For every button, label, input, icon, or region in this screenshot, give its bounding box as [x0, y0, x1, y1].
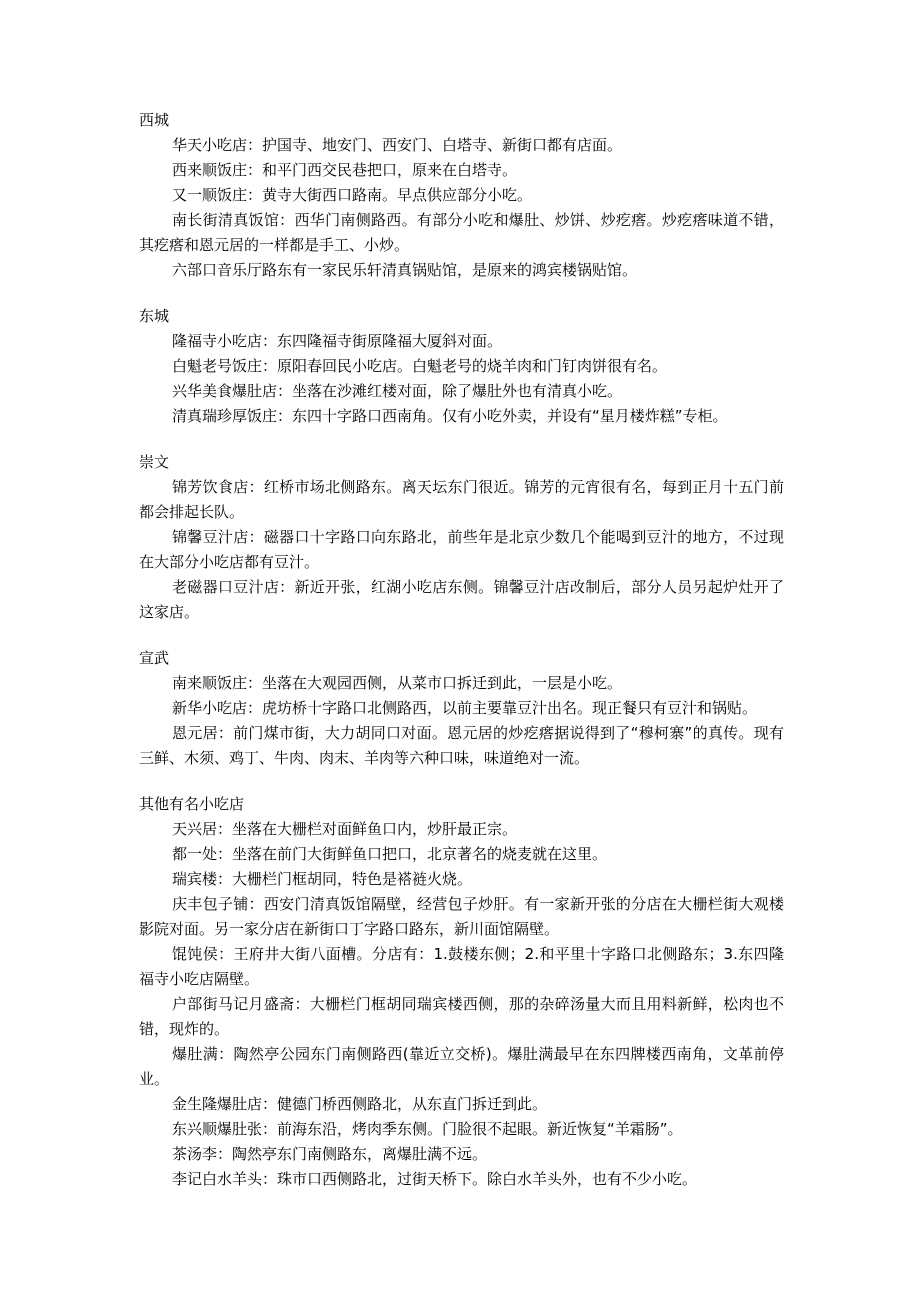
section-heading: 宣武	[139, 649, 170, 667]
restaurant-entry: 南长街清真饭馆：西华门南侧路西。有部分小吃和爆肚、炒饼、炒疙瘩。炒疙瘩味道不错，其疙瘩和恩元居的一样都是手工、小炒。	[139, 211, 784, 254]
restaurant-entry: 李记白水羊头：珠市口西侧路北，过街天桥下。除白水羊头外，也有不少小吃。	[172, 1170, 698, 1188]
section-chongwen	[139, 450, 784, 625]
restaurant-entry: 茶汤李：陶然亭东门南侧路东，离爆肚满不远。	[172, 1145, 488, 1163]
restaurant-entry: 锦芳饮食店：红桥市场北侧路东。离天坛东门很近。锦芳的元宵很有名，每到正月十五门前都会排起长队。	[139, 478, 784, 521]
restaurant-entry: 六部口音乐厅路东有一家民乐轩清真锅贴馆，是原来的鸿宾楼锅贴馆。	[172, 261, 638, 279]
restaurant-entry: 锦馨豆汁店：磁器口十字路口向东路北，前些年是北京少数几个能喝到豆汁的地方，不过现在大部分小吃店都有豆汁。	[139, 528, 784, 571]
restaurant-entry: 金生隆爆肚店：健德门桥西侧路北，从东直门拆迁到此。	[172, 1095, 548, 1113]
restaurant-entry: 瑞宾楼：大栅栏门框胡同，特色是褡裢火烧。	[172, 870, 473, 888]
restaurant-entry: 东兴顺爆肚张：前海东沿，烤肉季东侧。门脸很不起眼。新近恢复“羊霜肠”。	[172, 1120, 683, 1138]
restaurant-entry: 新华小吃店：虎坊桥十字路口北侧路西，以前主要靠豆汁出名。现正餐只有豆汁和锅贴。	[172, 699, 758, 717]
section-dongcheng	[139, 304, 784, 429]
restaurant-entry: 白魁老号饭庄：原阳春回民小吃店。白魁老号的烧羊肉和门钉肉饼很有名。	[172, 357, 668, 375]
restaurant-entry: 又一顺饭庄：黄寺大街西口路南。早点供应部分小吃。	[172, 186, 533, 204]
restaurant-entry: 清真瑞珍厚饭庄：东四十字路口西南角。仅有小吃外卖，并设有“星月楼炸糕”专柜。	[172, 407, 728, 425]
restaurant-entry: 都一处：坐落在前门大街鲜鱼口把口，北京著名的烧麦就在这里。	[172, 845, 608, 863]
section-xicheng	[139, 108, 784, 283]
restaurant-entry: 华天小吃店：护国寺、地安门、西安门、白塔寺、新街口都有店面。	[172, 136, 623, 154]
restaurant-entry: 天兴居：坐落在大栅栏对面鲜鱼口内，炒肝最正宗。	[172, 820, 518, 838]
restaurant-entry: 西来顺饭庄：和平门西交民巷把口，原来在白塔寺。	[172, 161, 518, 179]
restaurant-entry: 馄饨侯：王府井大街八面槽。分店有：1.鼓楼东侧；2.和平里十字路口北侧路东；3.东四隆福寺小吃店隔壁。	[139, 945, 784, 988]
section-xuanwu	[139, 646, 784, 771]
section-heading: 崇文	[139, 453, 170, 471]
restaurant-entry: 隆福寺小吃店：东四隆福寺街原隆福大厦斜对面。	[172, 332, 503, 350]
restaurant-entry: 兴华美食爆肚店：坐落在沙滩红楼对面，除了爆肚外也有清真小吃。	[172, 382, 623, 400]
section-heading: 其他有名小吃店	[139, 795, 245, 813]
restaurant-entry: 爆肚满：陶然亭公园东门南侧路西(靠近立交桥)。爆肚满最早在东四牌楼西南角，文革前停业。	[139, 1045, 784, 1088]
restaurant-entry: 户部街马记月盛斋：大栅栏门框胡同瑞宾楼西侧，那的杂碎汤量大而且用料新鲜，松肉也不错，现炸的。	[139, 995, 784, 1038]
section-other-famous-shops	[139, 792, 784, 1192]
restaurant-entry: 老磁器口豆汁店：新近开张，红湖小吃店东侧。锦馨豆汁店改制后，部分人员另起炉灶开了这家店。	[139, 578, 784, 621]
restaurant-entry: 恩元居：前门煤市街，大力胡同口对面。恩元居的炒疙瘩据说得到了“穆柯寨”的真传。现有三鲜、木须、鸡丁、牛肉、肉末、羊肉等六种口味，味道绝对一流。	[139, 724, 784, 767]
section-heading: 东城	[139, 307, 170, 325]
section-heading: 西城	[139, 111, 170, 129]
restaurant-entry: 南来顺饭庄：坐落在大观园西侧，从菜市口拆迁到此，一层是小吃。	[172, 674, 623, 692]
restaurant-entry: 庆丰包子铺：西安门清真饭馆隔壁，经营包子炒肝。有一家新开张的分店在大栅栏街大观楼影院对面。另一家分店在新街口丁字路口路东，新川面馆隔壁。	[139, 895, 784, 938]
